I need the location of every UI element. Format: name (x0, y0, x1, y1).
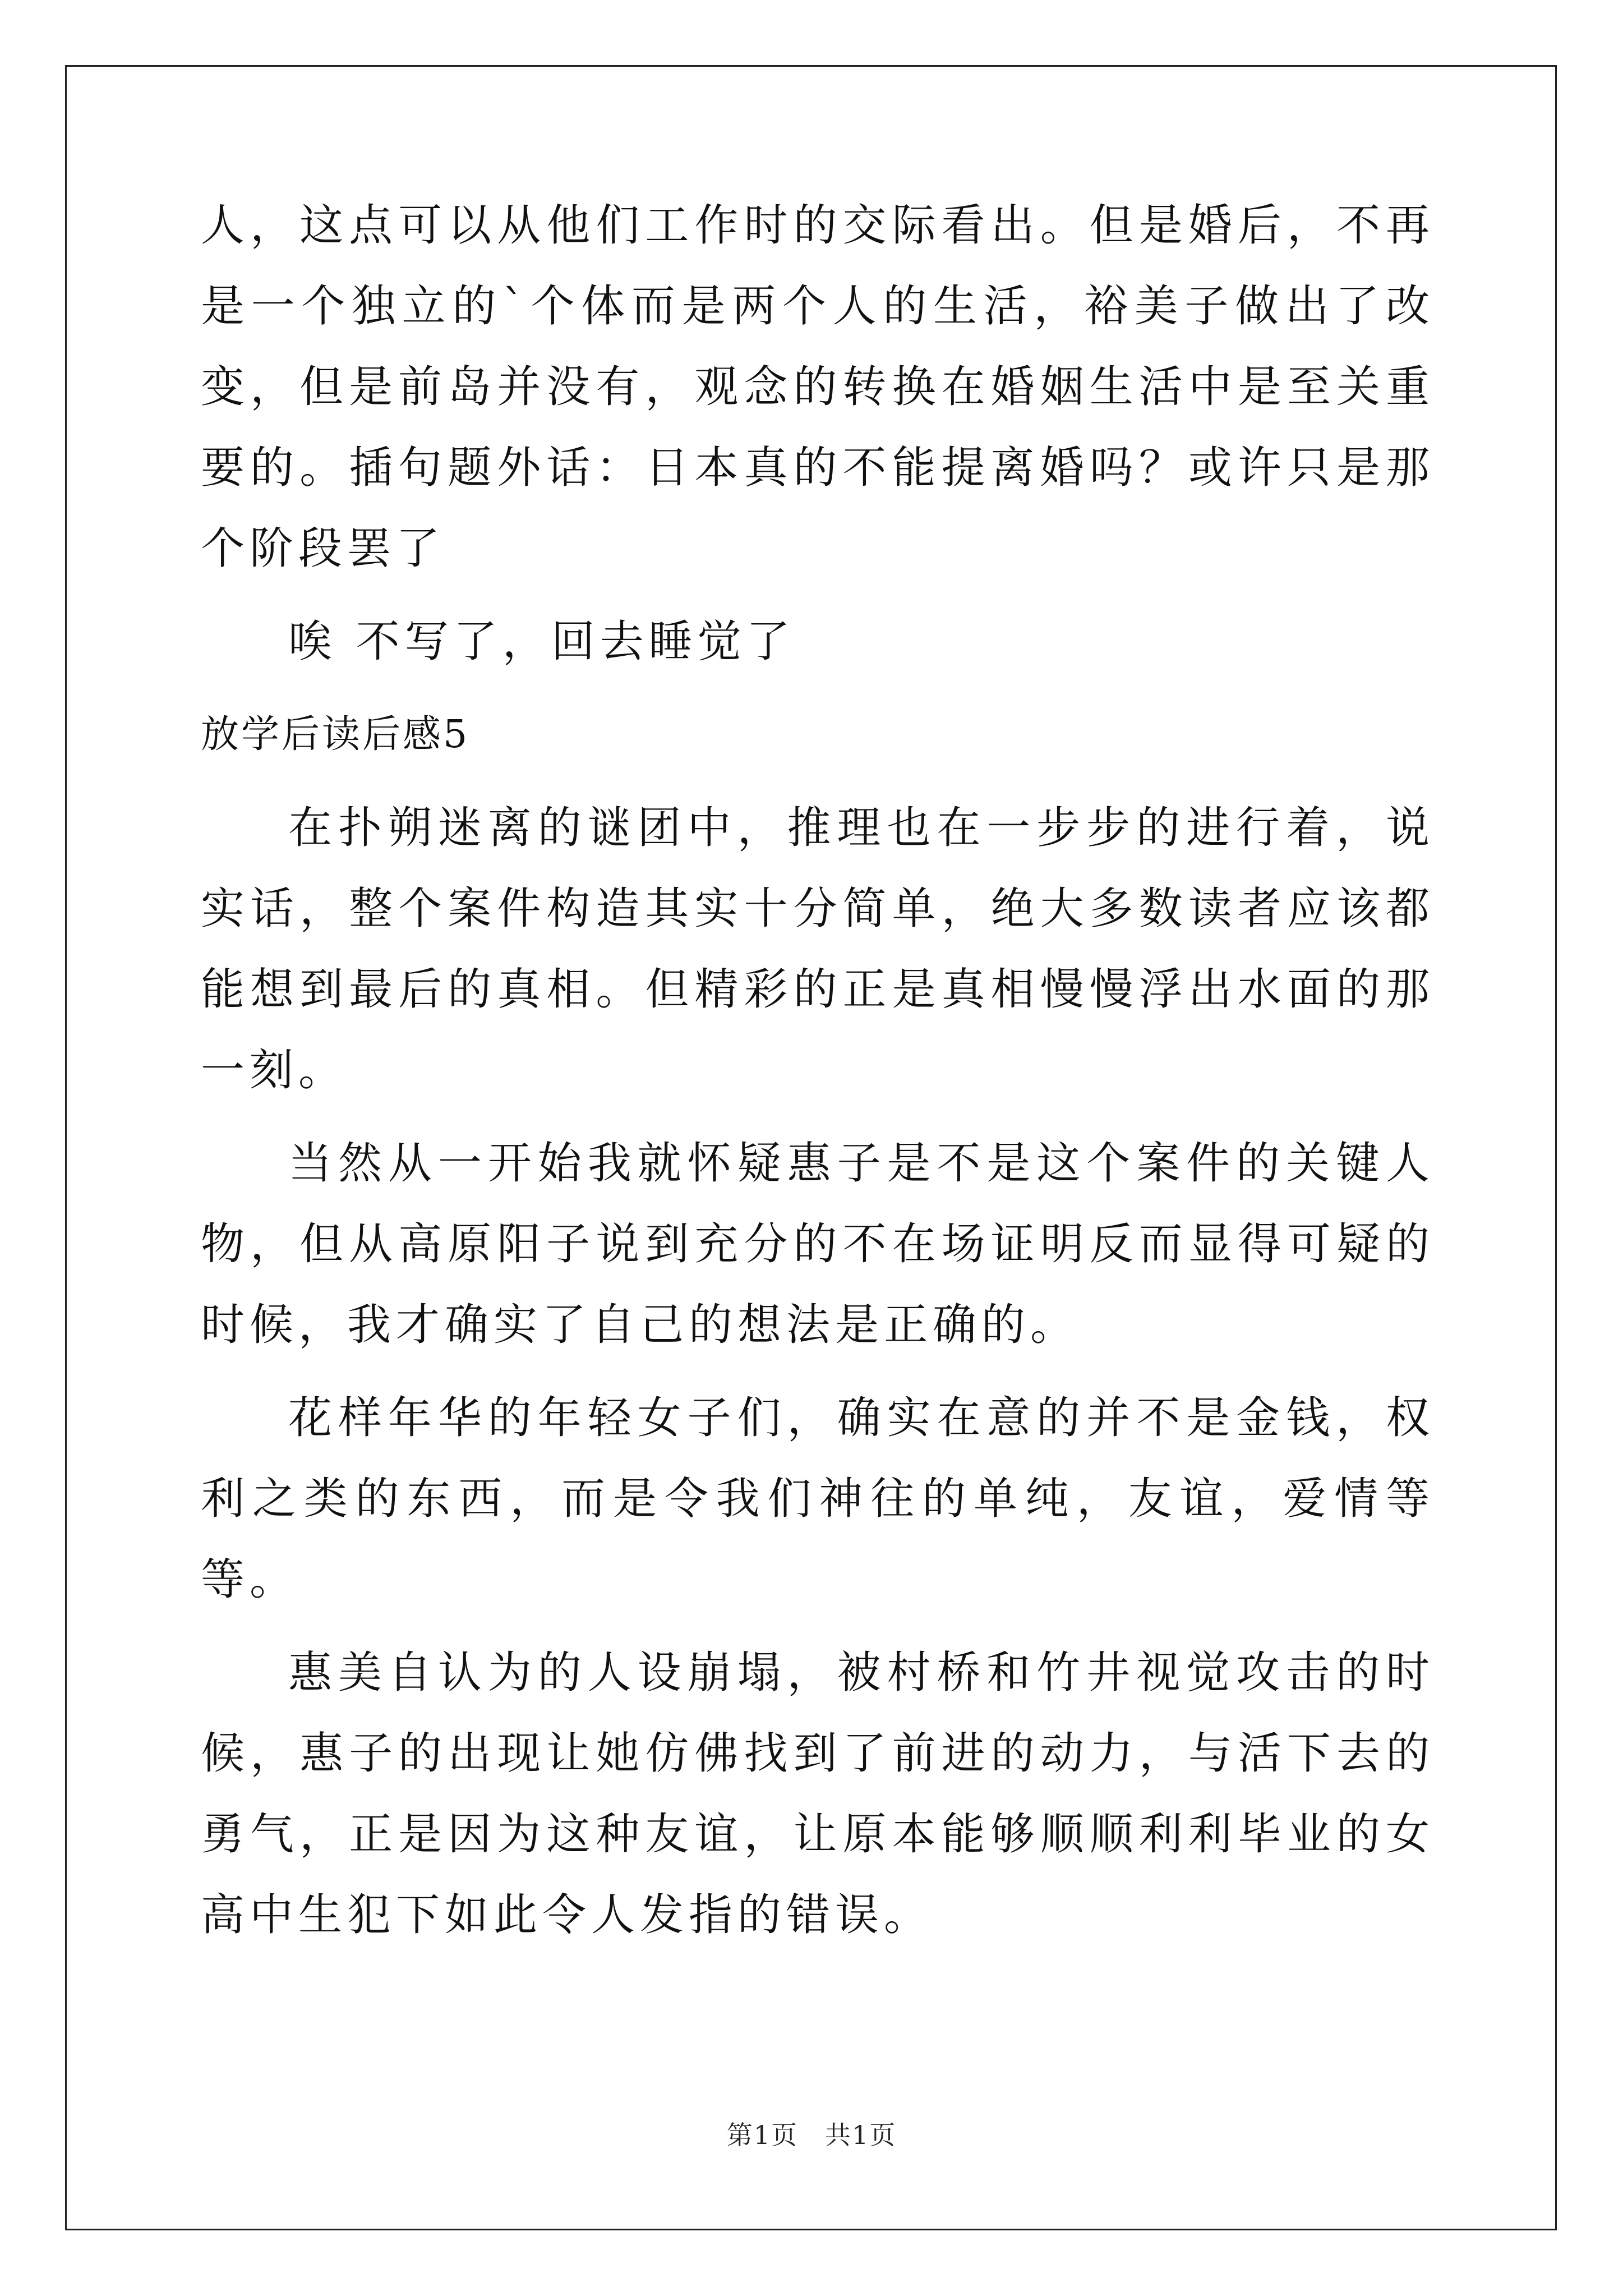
paragraph-5: 花样年华的年轻女子们，确实在意的并不是金钱，权利之类的东西，而是令我们神往的单纯，友谊，爱情等等。 (201, 1393, 1435, 1605)
paragraph-3: 在扑朔迷离的谜团中，推理也在一步步的进行着，说实话，整个案件构造其实十分简单，绝大多数读者应该都能想到最后的真相。但精彩的正是真相慢慢浮出水面的那一刻。 (201, 803, 1435, 1096)
page-footer: 第1页 共1页 (726, 2120, 897, 2150)
paragraph-4: 当然从一开始我就怀疑惠子是不是这个案件的关键人物，但从高原阳子说到充分的不在场证明反而显得可疑的时候，我才确实了自己的想法是正确的。 (201, 1138, 1435, 1350)
section-heading: 放学后读后感5 (201, 712, 470, 757)
paragraph-1: 人，这点可以从他们工作时的交际看出。但是婚后，不再是一个独立的`个体而是两个人的生活，裕美子做出了改变，但是前岛并没有，观念的转换在婚姻生活中是至关重要的。插句题外话：日本真的不能提离婚吗？或许只是那个阶段罢了 (201, 200, 1435, 574)
paragraph-6: 惠美自认为的人设崩塌，被村桥和竹井视觉攻击的时候，惠子的出现让她仿佛找到了前进的动力，与活下去的勇气，正是因为这种友谊，让原本能够顺顺利利毕业的女高中生犯下如此令人发指的错误。 (201, 1648, 1435, 1940)
document-body (201, 185, 1435, 1968)
paragraph-2: 唉 不写了，回去睡觉了 (288, 616, 795, 667)
